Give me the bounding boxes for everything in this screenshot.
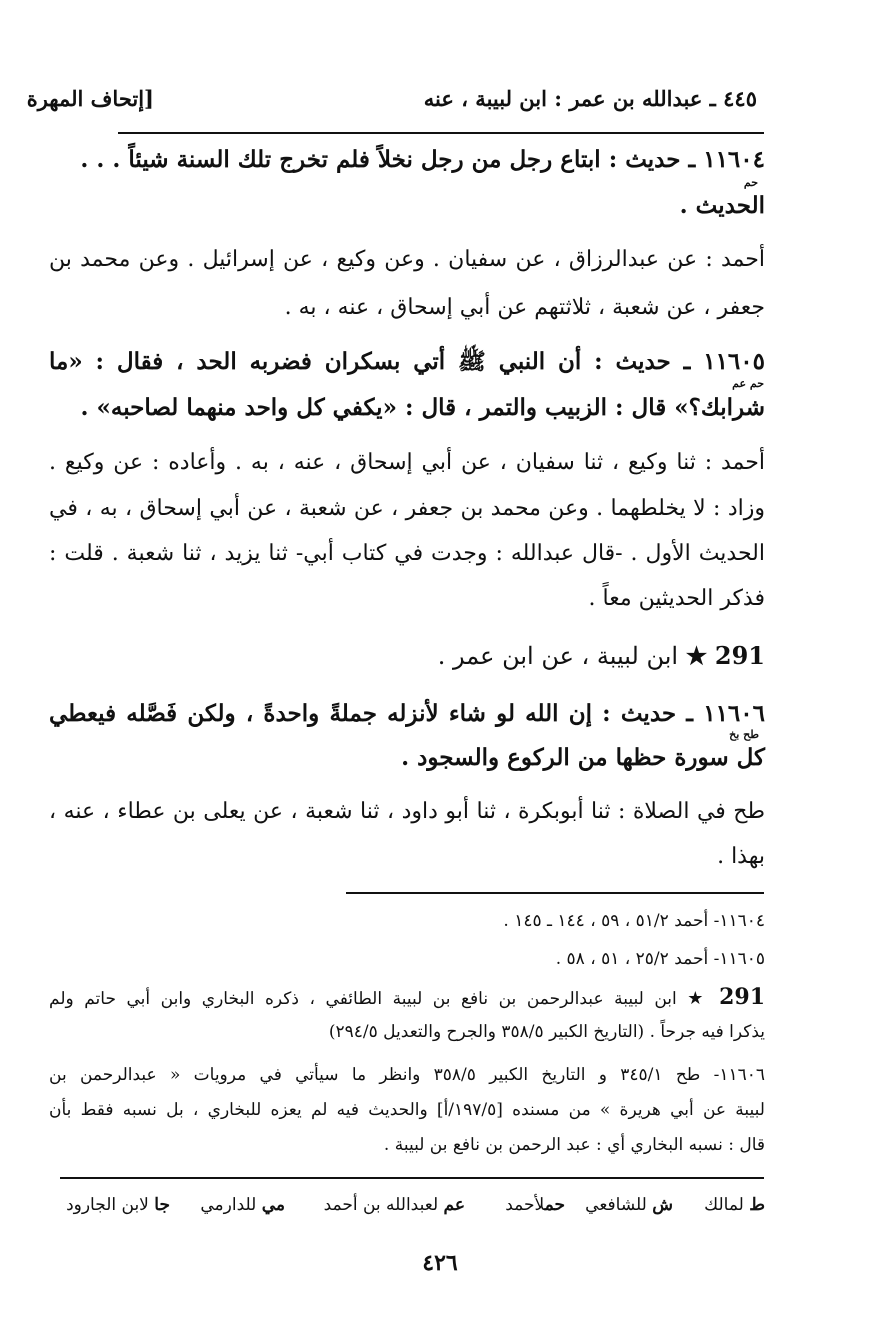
footnote-11606-cont: لبيبة عن أبي هريرة » من مسنده [١٩٧/٥/أ] والحديث فيه لم يعزه للبخاري ، بل نسبه فقط بأن — [49, 1100, 765, 1120]
hadith-11605-text-cont: شرابك؟» قال : الزبيب والتمر ، قال : «يكفي كل واحد منهما لصاحبه» . — [80, 394, 765, 421]
footnote-11606: ١١٦٠٦- طح ٣٤٥/١ و التاريخ الكبير ٣٥٨/٥ وانظر ما سيأتي في مرويات « عبدالرحمن بن — [49, 1065, 765, 1085]
footnote-11606-cont-2: قال : نسبه البخاري أي : عبد الرحمن بن نافع بن لبيبة . — [383, 1135, 765, 1155]
hadith-11606-symbol: طح بخ — [729, 728, 759, 741]
narrator-name: ابن لبيبة ، عن ابن عمر . — [437, 642, 679, 670]
hadith-11604-text: ١١٦٠٤ ـ حديث : ابتاع رجل من رجل نخلاً فلم تخرج تلك السنة شيئاً . . . — [80, 146, 765, 173]
abbreviations-rule — [60, 1177, 764, 1179]
star-icon: ★ — [687, 988, 709, 1009]
footnote-291-text: ابن لبيبة عبدالرحمن بن نافع بن لبيبة الطائفي ، ذكره البخاري وابن أبي حاتم ولم — [49, 989, 677, 1009]
abbr-shafii: ش للشافعي — [585, 1195, 673, 1215]
hadith-11604-source-cont: جعفر ، عن شعبة ، ثلاثتهم عن أبي إسحاق ، عنه ، به . — [284, 295, 765, 320]
hadith-11605-source: أحمد : ثنا وكيع ، ثنا سفيان ، عن أبي إسحاق ، عنه ، به . وأعاده : عن وكيع . — [49, 450, 765, 475]
footnote-291 — [49, 984, 765, 1012]
page-number: ٤٢٦ — [422, 1250, 458, 1276]
hadith-11605-source-2: وزاد : لا يخلطهما . وعن محمد بن جعفر ، عن شعبة ، عن أبي إسحاق ، به ، في — [49, 496, 765, 521]
footnote-291-cont: يذكرا فيه جرحاً . (التاريخ الكبير ٣٥٨/٥ والجرح والتعديل ٢٩٤/٥) — [328, 1022, 765, 1042]
star-icon: ★ — [685, 641, 708, 670]
abbr-ahmad: حملأحمد — [505, 1195, 565, 1215]
hadith-11605-source-4: فذكر الحديثين معاً . — [588, 586, 765, 611]
running-header-title: ٤٤٥ ـ عبدالله بن عمر : ابن لبيبة ، عنه — [423, 86, 757, 111]
hadith-11606-text-cont: كل سورة حظها من الركوع والسجود . — [401, 744, 765, 771]
abbr-ibn-jarud: جا لابن الجارود — [66, 1195, 170, 1215]
hadith-11604-symbol: حم — [743, 176, 758, 189]
hadith-11604-text-cont: الحديث . — [679, 192, 765, 219]
hadith-11606-source: طح في الصلاة : ثنا أبوبكرة ، ثنا أبو داود ، ثنا شعبة ، عن يعلى بن عطاء ، عنه ، — [49, 799, 765, 824]
narrator-291-heading — [49, 638, 765, 674]
hadith-11605-source-3: الحديث الأول . -قال عبدالله : وجدت في كتاب أبي- ثنا يزيد ، ثنا شعبة . قلت : — [49, 541, 765, 566]
abbr-malik: ط لمالك — [704, 1195, 765, 1215]
abbr-abdullah: عم لعبدالله بن أحمد — [323, 1195, 465, 1215]
footnote-separator — [346, 892, 764, 894]
abbr-darimi: مي للدارمي — [200, 1195, 285, 1215]
footnote-11605: ١١٦٠٥- أحمد ٢٥/٢ ، ٥١ ، ٥٨ . — [555, 949, 765, 969]
hadith-11605-text: ١١٦٠٥ ـ حديث : أن النبي ﷺ أتي بسكران فضربه الحد ، فقال : «ما — [49, 348, 765, 375]
footnote-291-number: 291 — [719, 984, 766, 1010]
header-rule — [118, 132, 764, 134]
hadith-11606-text: ١١٦٠٦ ـ حديث : إن الله لو شاء لأنزله جملةً واحدةً ، ولكن فَصَّله فيعطي — [49, 700, 765, 727]
running-header-book: [إتحاف المهرة — [26, 86, 154, 111]
hadith-11606-source-cont: بهذا . — [717, 844, 765, 869]
hadith-11604-source: أحمد : عن عبدالرزاق ، عن سفيان . وعن وكيع ، عن إسرائيل . وعن محمد بن — [49, 247, 765, 272]
footnote-11604: ١١٦٠٤- أحمد ٥١/٢ ، ٥٩ ، ١٤٤ ـ ١٤٥ . — [503, 911, 765, 931]
hadith-11605-symbol: حم عم — [732, 377, 764, 390]
narrator-number: 291 — [714, 641, 765, 670]
